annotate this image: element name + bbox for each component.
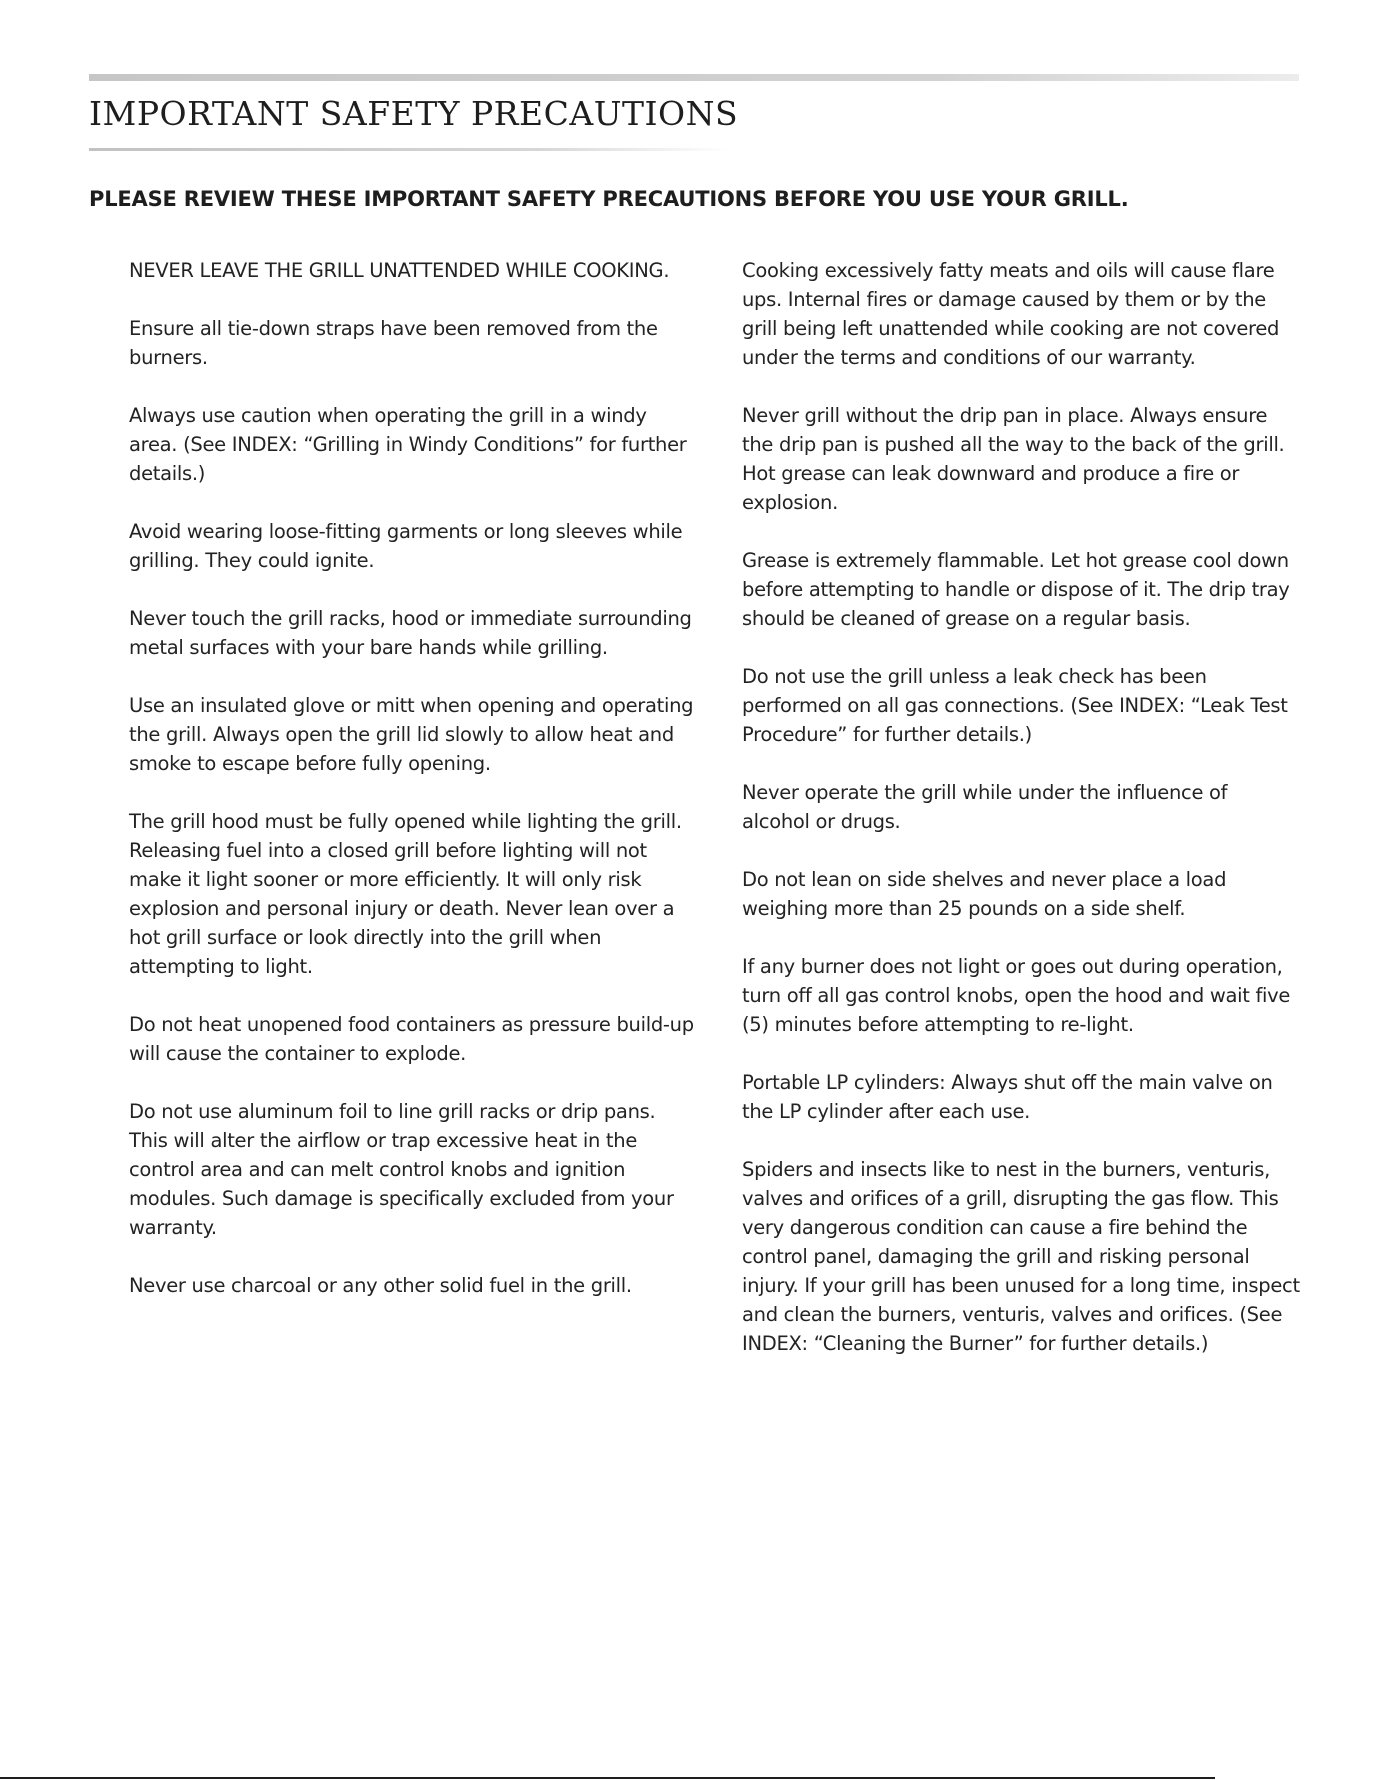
footer-rule [0, 1777, 1215, 1779]
title-underline [89, 148, 729, 151]
precaution-item: Never use charcoal or any other solid fuel in the grill. [129, 1274, 632, 1297]
right-column [742, 256, 1300, 1387]
precaution-item: Spiders and insects like to nest in the burners, venturis, valves and orifices of a grill, disrupting the gas flow. This very dangerous condition can cause a fire behind the control panel, damaging the grill and risking personal injury. If your grill has been unused for a long time, inspect and clean the burners, venturis, valves and orifices. (See INDEX: “Cleaning the Burner” for further details.) [742, 1158, 1300, 1355]
precaution-item: Always use caution when operating the grill in a windy area. (See INDEX: “Grilling in Windy Conditions” for further details.) [129, 404, 687, 485]
precaution-item: NEVER LEAVE THE GRILL UNATTENDED WHILE COOKING. [129, 259, 670, 282]
precaution-item: Never grill without the drip pan in place. Always ensure the drip pan is pushed all the way to the back of the grill. Hot grease can leak downward and produce a fire or explosion. [742, 404, 1285, 514]
top-rule [89, 74, 1299, 81]
precaution-item: Use an insulated glove or mitt when opening and operating the grill. Always open the grill lid slowly to allow heat and smoke to escape before fully opening. [129, 694, 694, 775]
precaution-item: Never operate the grill while under the influence of alcohol or drugs. [742, 781, 1228, 833]
precaution-item: Do not lean on side shelves and never place a load weighing more than 25 pounds on a side shelf. [742, 868, 1227, 920]
left-column [129, 256, 699, 1329]
precaution-item: Avoid wearing loose-fitting garments or long sleeves while grilling. They could ignite. [129, 520, 683, 572]
section-subheading: PLEASE REVIEW THESE IMPORTANT SAFETY PRECAUTIONS BEFORE YOU USE YOUR GRILL. [89, 187, 1129, 211]
precaution-item: Do not heat unopened food containers as pressure build-up will cause the container to explode. [129, 1013, 694, 1065]
precaution-item: The grill hood must be fully opened while lighting the grill. Releasing fuel into a closed grill before lighting will not make it light sooner or more efficiently. It will only risk explosion and personal injury or death. Never lean over a hot grill surface or look directly into the grill when attempting to light. [129, 810, 682, 978]
precaution-item: Grease is extremely flammable. Let hot grease cool down before attempting to handle or dispose of it. The drip tray should be cleaned of grease on a regular basis. [742, 549, 1290, 630]
precaution-item: Do not use the grill unless a leak check has been performed on all gas connections. (See INDEX: “Leak Test Procedure” for further details.) [742, 665, 1288, 746]
precaution-item: Portable LP cylinders: Always shut off the main valve on the LP cylinder after each use. [742, 1071, 1273, 1123]
precaution-item: Never touch the grill racks, hood or immediate surrounding metal surfaces with your bare hands while grilling. [129, 607, 692, 659]
page-title: IMPORTANT SAFETY PRECAUTIONS [89, 94, 739, 133]
precaution-item: Ensure all tie-down straps have been removed from the burners. [129, 317, 658, 369]
precaution-item: If any burner does not light or goes out during operation, turn off all gas control knobs, open the hood and wait five (5) minutes before attempting to re-light. [742, 955, 1291, 1036]
precaution-item: Do not use aluminum foil to line grill racks or drip pans. This will alter the airflow or trap excessive heat in the control area and can melt control knobs and ignition modules. Such damage is specifically excluded from your warranty. [129, 1100, 674, 1239]
precaution-item: Cooking excessively fatty meats and oils will cause flare ups. Internal fires or damage caused by them or by the grill being left unattended while cooking are not covered under the terms and conditions of our warranty. [742, 259, 1280, 369]
